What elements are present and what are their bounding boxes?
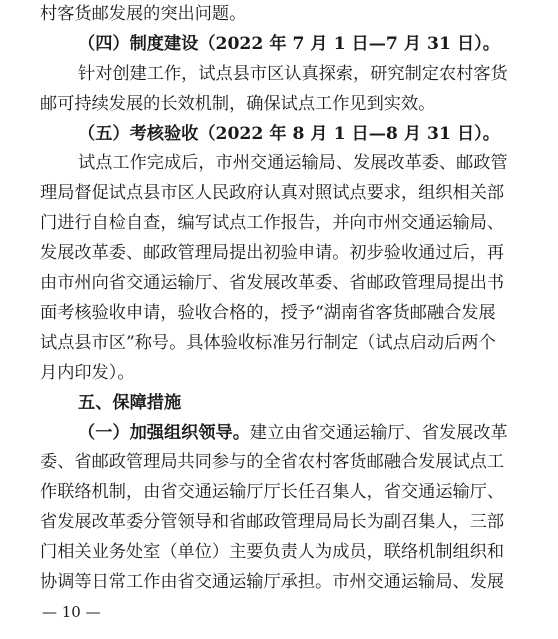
text-line-21: 协调等日常工作由省交通运输厅承担。市州交通运输局、发展 bbox=[40, 572, 505, 592]
text-line-6: 试点工作完成后，市州交通运输局、发展改革委、邮政管 bbox=[78, 153, 508, 173]
text-line-12: 试点县市区”称号。具体验收标准另行制定（试点启动后两个 bbox=[40, 333, 496, 353]
text-line-9: 发展改革委、邮政管理局提出初验申请。初步验收通过后，再 bbox=[40, 243, 505, 263]
text-line-1: 村客货邮发展的突出问题。 bbox=[40, 4, 247, 24]
heading-assessment: （五）考核验收（2022 年 8 月 1 日—8 月 31 日）。 bbox=[78, 124, 500, 144]
subheading-organization: （一）加强组织领导。 bbox=[78, 423, 250, 443]
section-heading-safeguards: 五、保障措施 bbox=[78, 393, 182, 413]
text-line-16: 建立由省交通运输厅、省发展改革 bbox=[249, 423, 508, 443]
text-line-13: 月内印发）。 bbox=[40, 363, 135, 383]
text-line-8: 门进行自检自查，编写试点工作报告，并向市州交通运输局、 bbox=[40, 213, 505, 233]
text-line-11: 面考核验收申请，验收合格的，授予“湖南省客货邮融合发展 bbox=[40, 303, 496, 323]
paragraph-organization bbox=[78, 421, 558, 445]
page-number: — 10 — bbox=[42, 603, 101, 621]
text-line-7: 理局督促试点县市区人民政府认真对照试点要求，组织相关部 bbox=[40, 183, 505, 203]
text-line-20: 门相关业务处室（单位）主要负责人为成员，联络机制组织和 bbox=[40, 542, 505, 562]
heading-system-construction: （四）制度建设（2022 年 7 月 1 日—7 月 31 日）。 bbox=[78, 34, 500, 54]
text-line-10: 由市州向省交通运输厅、省发展改革委、省邮政管理局提出书 bbox=[40, 273, 505, 293]
text-line-3: 针对创建工作，试点县市区认真探索，研究制定农村客货 bbox=[78, 64, 508, 84]
text-line-18: 作联络机制，由省交通运输厅厅长任召集人，省交通运输厅、 bbox=[40, 482, 505, 502]
text-line-19: 省发展改革委分管领导和省邮政管理局局长为副召集人，三部 bbox=[40, 512, 505, 532]
text-line-17: 委、省邮政管理局共同参与的全省农村客货邮融合发展试点工 bbox=[40, 452, 505, 472]
text-line-4: 邮可持续发展的长效机制，确保试点工作见到实效。 bbox=[40, 94, 436, 114]
